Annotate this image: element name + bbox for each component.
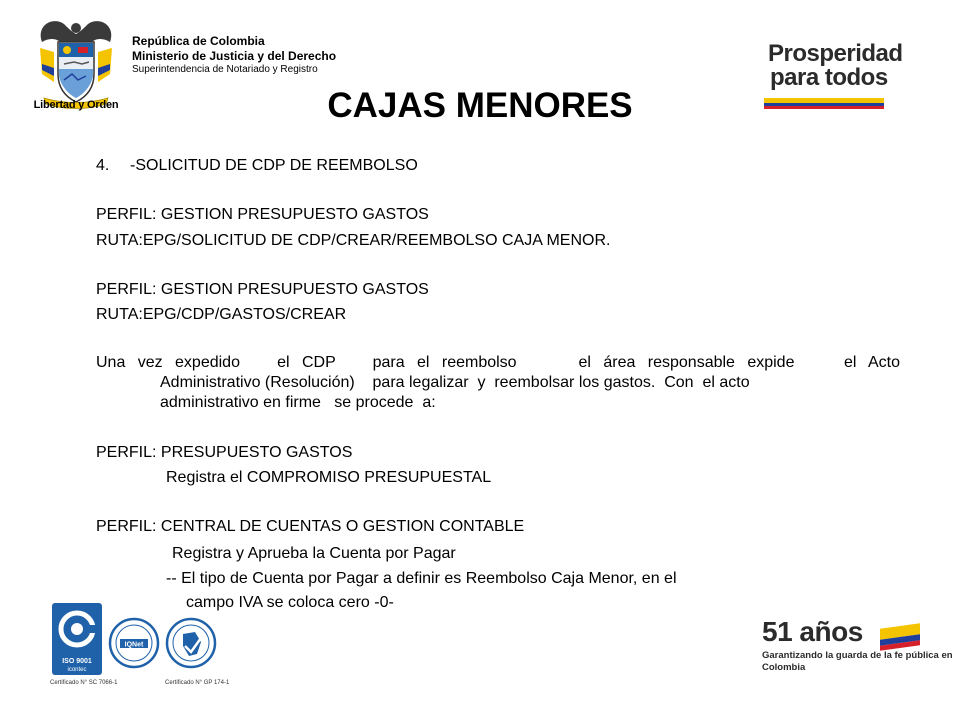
- iqnet-label: IQNet: [124, 641, 144, 649]
- iso-certificate-number: Certificado N° SC 7066-1: [50, 680, 118, 686]
- iso-label: ISO 9001: [62, 658, 92, 665]
- perfil-3-detail: Registra el COMPROMISO PRESUPUESTAL: [166, 469, 492, 486]
- anniversary-logo: [762, 616, 953, 686]
- paragraph-line-1: Una vez expedido el CDP para el reembolso el área responsable expide el Acto: [96, 354, 900, 371]
- perfil-4-detail-2: -- El tipo de Cuenta por Pagar a definir es Reembolso Caja Menor, en el: [166, 570, 677, 587]
- perfil-2: PERFIL: GESTION PRESUPUESTO GASTOS: [96, 281, 429, 298]
- ministry-name: Ministerio de Justicia y del Derecho: [132, 49, 337, 63]
- iqnet-seal-icon: [108, 614, 160, 672]
- icontec-logo-icon: [52, 603, 102, 655]
- paragraph-line-3: administrativo en firme se procede a:: [160, 394, 436, 411]
- perfil-3: PERFIL: PRESUPUESTO GASTOS: [96, 444, 353, 461]
- agency-name: Superintendencia de Notariado y Registro: [132, 64, 318, 75]
- anniversary-title: 51 años: [762, 616, 863, 647]
- item-text: -SOLICITUD DE CDP DE REEMBOLSO: [130, 157, 418, 174]
- item-number: 4.: [96, 157, 110, 174]
- country-name: República de Colombia: [132, 34, 265, 48]
- body-paragraph: [96, 353, 900, 413]
- anniversary-tagline-line2: Colombia: [762, 662, 806, 673]
- perfil-4-detail-3: campo IVA se coloca cero -0-: [186, 594, 394, 611]
- iso-9001-badge: [52, 603, 102, 675]
- colombia-flag-icon: [880, 623, 920, 651]
- page-title: CAJAS MENORES: [327, 86, 633, 125]
- coat-caption: Libertad y Orden: [33, 99, 119, 111]
- icontec-label: icontec: [67, 667, 87, 673]
- perfil-4-detail-1: Registra y Aprueba la Cuenta por Pagar: [172, 545, 456, 562]
- gp-seal-icon: [165, 614, 217, 672]
- ruta-1: RUTA:EPG/SOLICITUD DE CDP/CREAR/REEMBOLSO CAJA MENOR.: [96, 232, 611, 249]
- perfil-4: PERFIL: CENTRAL DE CUENTAS O GESTION CONTABLE: [96, 518, 525, 535]
- anniversary-tagline-line1: Garantizando la guarda de la fe pública en: [762, 650, 953, 661]
- prosperidad-logo-line2: para todos: [770, 64, 888, 91]
- institution-header: [132, 34, 336, 77]
- ruta-2: RUTA:EPG/CDP/GASTOS/CREAR: [96, 306, 347, 323]
- perfil-1: PERFIL: GESTION PRESUPUESTO GASTOS: [96, 206, 429, 223]
- gp-certificate-number: Certificado N° GP 174-1: [165, 680, 230, 686]
- numbered-item: [96, 157, 418, 175]
- prosperidad-logo-line1: Prosperidad: [768, 40, 903, 67]
- paragraph-line-2: Administrativo (Resolución) para legalizar y reembolsar los gastos. Con el acto: [160, 374, 750, 391]
- anniversary-tagline: [762, 650, 953, 674]
